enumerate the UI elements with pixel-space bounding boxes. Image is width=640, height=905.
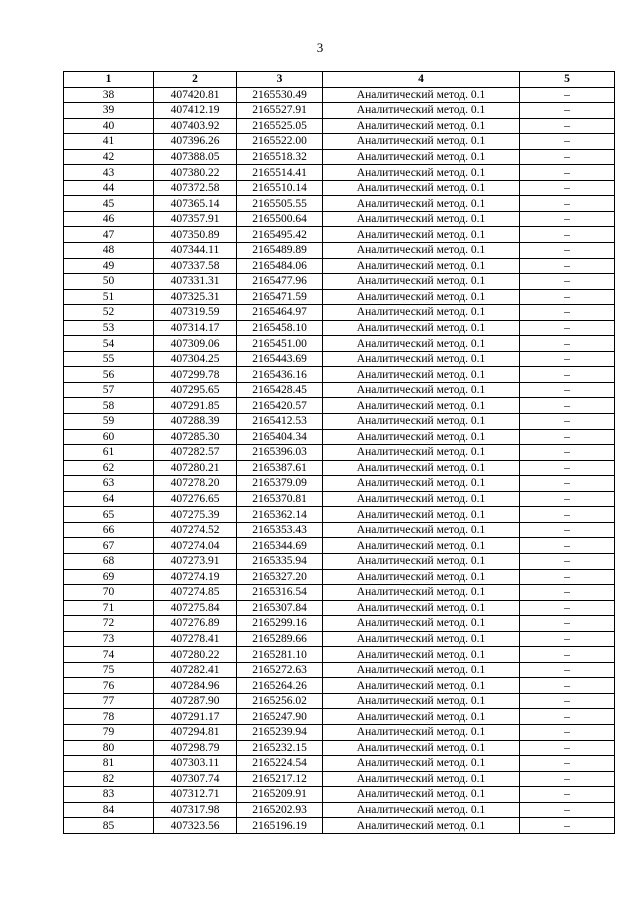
x-coordinate-cell: 407372.58 (154, 180, 237, 196)
note-cell: – (520, 693, 615, 709)
y-coordinate-cell: 2165264.26 (237, 678, 323, 694)
method-cell: Аналитический метод. 0.1 (323, 134, 520, 150)
table-row (64, 678, 615, 694)
note-cell: – (520, 678, 615, 694)
method-cell: Аналитический метод. 0.1 (323, 818, 520, 834)
point-number-cell: 80 (64, 740, 154, 756)
point-number-cell: 77 (64, 693, 154, 709)
y-coordinate-cell: 2165272.63 (237, 662, 323, 678)
x-coordinate-cell: 407278.41 (154, 631, 237, 647)
x-coordinate-cell: 407280.21 (154, 460, 237, 476)
method-cell: Аналитический метод. 0.1 (323, 569, 520, 585)
y-coordinate-cell: 2165379.09 (237, 476, 323, 492)
table-row (64, 616, 615, 632)
table-row (64, 662, 615, 678)
y-coordinate-cell: 2165451.00 (237, 336, 323, 352)
point-number-cell: 74 (64, 647, 154, 663)
x-coordinate-cell: 407275.84 (154, 600, 237, 616)
table-row (64, 553, 615, 569)
table-row (64, 227, 615, 243)
method-cell: Аналитический метод. 0.1 (323, 196, 520, 212)
table-row (64, 585, 615, 601)
method-cell: Аналитический метод. 0.1 (323, 647, 520, 663)
x-coordinate-cell: 407303.11 (154, 756, 237, 772)
point-number-cell: 44 (64, 180, 154, 196)
x-coordinate-cell: 407273.91 (154, 553, 237, 569)
point-number-cell: 45 (64, 196, 154, 212)
method-cell: Аналитический метод. 0.1 (323, 460, 520, 476)
y-coordinate-cell: 2165477.96 (237, 274, 323, 290)
point-number-cell: 46 (64, 211, 154, 227)
x-coordinate-cell: 407380.22 (154, 165, 237, 181)
note-cell: – (520, 569, 615, 585)
note-cell: – (520, 336, 615, 352)
method-cell: Аналитический метод. 0.1 (323, 118, 520, 134)
y-coordinate-cell: 2165420.57 (237, 398, 323, 414)
note-cell: – (520, 382, 615, 398)
y-coordinate-cell: 2165299.16 (237, 616, 323, 632)
note-cell: – (520, 818, 615, 834)
note-cell: – (520, 553, 615, 569)
y-coordinate-cell: 2165428.45 (237, 382, 323, 398)
note-cell: – (520, 724, 615, 740)
table-row (64, 647, 615, 663)
y-coordinate-cell: 2165525.05 (237, 118, 323, 134)
method-cell: Аналитический метод. 0.1 (323, 149, 520, 165)
note-cell: – (520, 351, 615, 367)
y-coordinate-cell: 2165256.02 (237, 693, 323, 709)
point-number-cell: 51 (64, 289, 154, 305)
method-cell: Аналитический метод. 0.1 (323, 507, 520, 523)
x-coordinate-cell: 407284.96 (154, 678, 237, 694)
x-coordinate-cell: 407295.65 (154, 382, 237, 398)
point-number-cell: 55 (64, 351, 154, 367)
table-row (64, 336, 615, 352)
x-coordinate-cell: 407396.26 (154, 134, 237, 150)
y-coordinate-cell: 2165522.00 (237, 134, 323, 150)
method-cell: Аналитический метод. 0.1 (323, 709, 520, 725)
method-cell: Аналитический метод. 0.1 (323, 180, 520, 196)
table-row (64, 756, 615, 772)
note-cell: – (520, 585, 615, 601)
y-coordinate-cell: 2165344.69 (237, 538, 323, 554)
point-number-cell: 65 (64, 507, 154, 523)
method-cell: Аналитический метод. 0.1 (323, 631, 520, 647)
y-coordinate-cell: 2165404.34 (237, 429, 323, 445)
note-cell: – (520, 227, 615, 243)
y-coordinate-cell: 2165281.10 (237, 647, 323, 663)
table-row (64, 103, 615, 119)
note-cell: – (520, 87, 615, 103)
table-row (64, 771, 615, 787)
table-row (64, 367, 615, 383)
page-number: 3 (316, 40, 324, 55)
y-coordinate-cell: 2165396.03 (237, 445, 323, 461)
x-coordinate-cell: 407274.85 (154, 585, 237, 601)
point-number-cell: 79 (64, 724, 154, 740)
table-row (64, 787, 615, 803)
note-cell: – (520, 460, 615, 476)
y-coordinate-cell: 2165387.61 (237, 460, 323, 476)
column-header: 3 (237, 72, 323, 88)
x-coordinate-cell: 407307.74 (154, 771, 237, 787)
point-number-cell: 66 (64, 522, 154, 538)
point-number-cell: 54 (64, 336, 154, 352)
y-coordinate-cell: 2165316.54 (237, 585, 323, 601)
point-number-cell: 61 (64, 445, 154, 461)
note-cell: – (520, 103, 615, 119)
x-coordinate-cell: 407323.56 (154, 818, 237, 834)
note-cell: – (520, 118, 615, 134)
note-cell: – (520, 398, 615, 414)
method-cell: Аналитический метод. 0.1 (323, 429, 520, 445)
method-cell: Аналитический метод. 0.1 (323, 600, 520, 616)
method-cell: Аналитический метод. 0.1 (323, 320, 520, 336)
method-cell: Аналитический метод. 0.1 (323, 414, 520, 430)
y-coordinate-cell: 2165489.89 (237, 243, 323, 259)
x-coordinate-cell: 407288.39 (154, 414, 237, 430)
table-row (64, 600, 615, 616)
table-row (64, 351, 615, 367)
point-number-cell: 48 (64, 243, 154, 259)
table-row (64, 445, 615, 461)
point-number-cell: 38 (64, 87, 154, 103)
table-row (64, 149, 615, 165)
table-row (64, 569, 615, 585)
table-row (64, 211, 615, 227)
y-coordinate-cell: 2165527.91 (237, 103, 323, 119)
method-cell: Аналитический метод. 0.1 (323, 771, 520, 787)
y-coordinate-cell: 2165484.06 (237, 258, 323, 274)
point-number-cell: 56 (64, 367, 154, 383)
point-number-cell: 47 (64, 227, 154, 243)
y-coordinate-cell: 2165362.14 (237, 507, 323, 523)
note-cell: – (520, 243, 615, 259)
point-number-cell: 83 (64, 787, 154, 803)
note-cell: – (520, 165, 615, 181)
point-number-cell: 57 (64, 382, 154, 398)
y-coordinate-cell: 2165495.42 (237, 227, 323, 243)
point-number-cell: 53 (64, 320, 154, 336)
y-coordinate-cell: 2165412.53 (237, 414, 323, 430)
point-number-cell: 70 (64, 585, 154, 601)
method-cell: Аналитический метод. 0.1 (323, 274, 520, 290)
table-row (64, 631, 615, 647)
method-cell: Аналитический метод. 0.1 (323, 616, 520, 632)
point-number-cell: 52 (64, 305, 154, 321)
method-cell: Аналитический метод. 0.1 (323, 538, 520, 554)
point-number-cell: 43 (64, 165, 154, 181)
method-cell: Аналитический метод. 0.1 (323, 103, 520, 119)
x-coordinate-cell: 407294.81 (154, 724, 237, 740)
x-coordinate-cell: 407314.17 (154, 320, 237, 336)
y-coordinate-cell: 2165510.14 (237, 180, 323, 196)
x-coordinate-cell: 407278.20 (154, 476, 237, 492)
table-row (64, 118, 615, 134)
y-coordinate-cell: 2165202.93 (237, 802, 323, 818)
x-coordinate-cell: 407287.90 (154, 693, 237, 709)
note-cell: – (520, 149, 615, 165)
y-coordinate-cell: 2165458.10 (237, 320, 323, 336)
point-number-cell: 84 (64, 802, 154, 818)
table-row (64, 724, 615, 740)
note-cell: – (520, 429, 615, 445)
note-cell: – (520, 647, 615, 663)
x-coordinate-cell: 407291.85 (154, 398, 237, 414)
x-coordinate-cell: 407312.71 (154, 787, 237, 803)
method-cell: Аналитический метод. 0.1 (323, 553, 520, 569)
note-cell: – (520, 616, 615, 632)
note-cell: – (520, 507, 615, 523)
table-row (64, 398, 615, 414)
note-cell: – (520, 538, 615, 554)
point-number-cell: 73 (64, 631, 154, 647)
x-coordinate-cell: 407275.39 (154, 507, 237, 523)
note-cell: – (520, 709, 615, 725)
y-coordinate-cell: 2165353.43 (237, 522, 323, 538)
table-body (64, 87, 615, 833)
method-cell: Аналитический метод. 0.1 (323, 445, 520, 461)
table-header-row (64, 72, 615, 88)
y-coordinate-cell: 2165239.94 (237, 724, 323, 740)
method-cell: Аналитический метод. 0.1 (323, 336, 520, 352)
point-number-cell: 59 (64, 414, 154, 430)
method-cell: Аналитический метод. 0.1 (323, 740, 520, 756)
point-number-cell: 40 (64, 118, 154, 134)
y-coordinate-cell: 2165224.54 (237, 756, 323, 772)
y-coordinate-cell: 2165505.55 (237, 196, 323, 212)
x-coordinate-cell: 407344.11 (154, 243, 237, 259)
y-coordinate-cell: 2165327.20 (237, 569, 323, 585)
table-row (64, 818, 615, 834)
y-coordinate-cell: 2165307.84 (237, 600, 323, 616)
method-cell: Аналитический метод. 0.1 (323, 382, 520, 398)
x-coordinate-cell: 407298.79 (154, 740, 237, 756)
method-cell: Аналитический метод. 0.1 (323, 367, 520, 383)
method-cell: Аналитический метод. 0.1 (323, 724, 520, 740)
method-cell: Аналитический метод. 0.1 (323, 662, 520, 678)
y-coordinate-cell: 2165217.12 (237, 771, 323, 787)
table-row (64, 522, 615, 538)
x-coordinate-cell: 407412.19 (154, 103, 237, 119)
method-cell: Аналитический метод. 0.1 (323, 802, 520, 818)
note-cell: – (520, 274, 615, 290)
note-cell: – (520, 771, 615, 787)
y-coordinate-cell: 2165196.19 (237, 818, 323, 834)
table-row (64, 87, 615, 103)
table-row (64, 693, 615, 709)
x-coordinate-cell: 407317.98 (154, 802, 237, 818)
note-cell: – (520, 258, 615, 274)
point-number-cell: 76 (64, 678, 154, 694)
point-number-cell: 71 (64, 600, 154, 616)
table-row (64, 414, 615, 430)
y-coordinate-cell: 2165443.69 (237, 351, 323, 367)
y-coordinate-cell: 2165471.59 (237, 289, 323, 305)
table-row (64, 243, 615, 259)
point-number-cell: 41 (64, 134, 154, 150)
x-coordinate-cell: 407319.59 (154, 305, 237, 321)
point-number-cell: 39 (64, 103, 154, 119)
point-number-cell: 49 (64, 258, 154, 274)
point-number-cell: 81 (64, 756, 154, 772)
note-cell: – (520, 180, 615, 196)
method-cell: Аналитический метод. 0.1 (323, 305, 520, 321)
column-header: 4 (323, 72, 520, 88)
point-number-cell: 63 (64, 476, 154, 492)
note-cell: – (520, 662, 615, 678)
x-coordinate-cell: 407309.06 (154, 336, 237, 352)
y-coordinate-cell: 2165247.90 (237, 709, 323, 725)
table-row (64, 165, 615, 181)
y-coordinate-cell: 2165370.81 (237, 491, 323, 507)
y-coordinate-cell: 2165530.49 (237, 87, 323, 103)
note-cell: – (520, 522, 615, 538)
y-coordinate-cell: 2165289.66 (237, 631, 323, 647)
x-coordinate-cell: 407274.04 (154, 538, 237, 554)
x-coordinate-cell: 407388.05 (154, 149, 237, 165)
table-row (64, 740, 615, 756)
table-row (64, 320, 615, 336)
column-header: 2 (154, 72, 237, 88)
method-cell: Аналитический метод. 0.1 (323, 243, 520, 259)
method-cell: Аналитический метод. 0.1 (323, 351, 520, 367)
method-cell: Аналитический метод. 0.1 (323, 211, 520, 227)
point-number-cell: 58 (64, 398, 154, 414)
y-coordinate-cell: 2165518.32 (237, 149, 323, 165)
table-row (64, 274, 615, 290)
table-row (64, 507, 615, 523)
table-row (64, 382, 615, 398)
note-cell: – (520, 367, 615, 383)
table-row (64, 429, 615, 445)
note-cell: – (520, 756, 615, 772)
note-cell: – (520, 631, 615, 647)
note-cell: – (520, 787, 615, 803)
x-coordinate-cell: 407325.31 (154, 289, 237, 305)
note-cell: – (520, 476, 615, 492)
point-number-cell: 68 (64, 553, 154, 569)
point-number-cell: 69 (64, 569, 154, 585)
note-cell: – (520, 740, 615, 756)
method-cell: Аналитический метод. 0.1 (323, 522, 520, 538)
table-row (64, 305, 615, 321)
point-number-cell: 67 (64, 538, 154, 554)
x-coordinate-cell: 407299.78 (154, 367, 237, 383)
note-cell: – (520, 445, 615, 461)
point-number-cell: 64 (64, 491, 154, 507)
table-row (64, 491, 615, 507)
note-cell: – (520, 414, 615, 430)
x-coordinate-cell: 407274.19 (154, 569, 237, 585)
point-number-cell: 60 (64, 429, 154, 445)
y-coordinate-cell: 2165335.94 (237, 553, 323, 569)
x-coordinate-cell: 407357.91 (154, 211, 237, 227)
y-coordinate-cell: 2165436.16 (237, 367, 323, 383)
column-header: 5 (520, 72, 615, 88)
note-cell: – (520, 802, 615, 818)
table-row (64, 134, 615, 150)
method-cell: Аналитический метод. 0.1 (323, 398, 520, 414)
note-cell: – (520, 305, 615, 321)
x-coordinate-cell: 407282.41 (154, 662, 237, 678)
method-cell: Аналитический метод. 0.1 (323, 787, 520, 803)
column-header: 1 (64, 72, 154, 88)
note-cell: – (520, 491, 615, 507)
method-cell: Аналитический метод. 0.1 (323, 258, 520, 274)
note-cell: – (520, 134, 615, 150)
table-row (64, 289, 615, 305)
coordinates-table (63, 71, 615, 834)
point-number-cell: 85 (64, 818, 154, 834)
note-cell: – (520, 289, 615, 305)
point-number-cell: 42 (64, 149, 154, 165)
point-number-cell: 62 (64, 460, 154, 476)
x-coordinate-cell: 407337.58 (154, 258, 237, 274)
x-coordinate-cell: 407280.22 (154, 647, 237, 663)
method-cell: Аналитический метод. 0.1 (323, 693, 520, 709)
note-cell: – (520, 196, 615, 212)
table-row (64, 802, 615, 818)
x-coordinate-cell: 407282.57 (154, 445, 237, 461)
x-coordinate-cell: 407403.92 (154, 118, 237, 134)
y-coordinate-cell: 2165514.41 (237, 165, 323, 181)
x-coordinate-cell: 407291.17 (154, 709, 237, 725)
point-number-cell: 78 (64, 709, 154, 725)
method-cell: Аналитический метод. 0.1 (323, 87, 520, 103)
point-number-cell: 50 (64, 274, 154, 290)
method-cell: Аналитический метод. 0.1 (323, 756, 520, 772)
method-cell: Аналитический метод. 0.1 (323, 289, 520, 305)
method-cell: Аналитический метод. 0.1 (323, 585, 520, 601)
method-cell: Аналитический метод. 0.1 (323, 678, 520, 694)
method-cell: Аналитический метод. 0.1 (323, 227, 520, 243)
point-number-cell: 75 (64, 662, 154, 678)
x-coordinate-cell: 407331.31 (154, 274, 237, 290)
table-row (64, 180, 615, 196)
point-number-cell: 82 (64, 771, 154, 787)
table-row (64, 709, 615, 725)
y-coordinate-cell: 2165232.15 (237, 740, 323, 756)
x-coordinate-cell: 407304.25 (154, 351, 237, 367)
method-cell: Аналитический метод. 0.1 (323, 491, 520, 507)
x-coordinate-cell: 407365.14 (154, 196, 237, 212)
note-cell: – (520, 600, 615, 616)
x-coordinate-cell: 407420.81 (154, 87, 237, 103)
y-coordinate-cell: 2165500.64 (237, 211, 323, 227)
x-coordinate-cell: 407350.89 (154, 227, 237, 243)
x-coordinate-cell: 407285.30 (154, 429, 237, 445)
method-cell: Аналитический метод. 0.1 (323, 476, 520, 492)
x-coordinate-cell: 407274.52 (154, 522, 237, 538)
point-number-cell: 72 (64, 616, 154, 632)
table-row (64, 538, 615, 554)
table-row (64, 258, 615, 274)
y-coordinate-cell: 2165464.97 (237, 305, 323, 321)
table-row (64, 476, 615, 492)
x-coordinate-cell: 407276.89 (154, 616, 237, 632)
note-cell: – (520, 211, 615, 227)
table-row (64, 196, 615, 212)
method-cell: Аналитический метод. 0.1 (323, 165, 520, 181)
table-row (64, 460, 615, 476)
y-coordinate-cell: 2165209.91 (237, 787, 323, 803)
note-cell: – (520, 320, 615, 336)
x-coordinate-cell: 407276.65 (154, 491, 237, 507)
